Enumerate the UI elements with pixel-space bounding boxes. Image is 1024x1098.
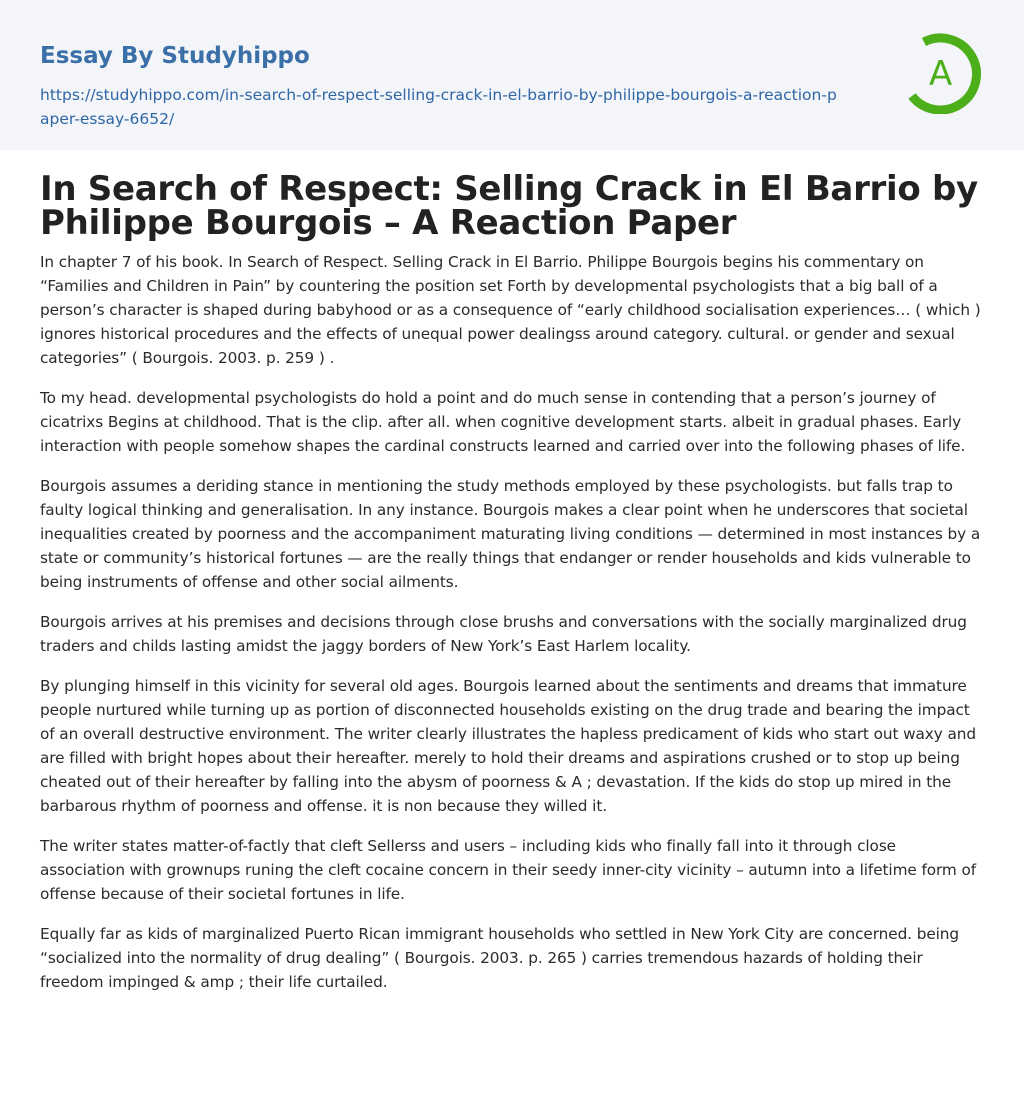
- article-paragraph: Equally far as kids of marginalized Puerto Rican immigrant households who settled in New York City are concerned. being “socialized into the normality of drug dealing” ( Bourgois. 2003. p. 265 ) carries tremendous hazards of holding their freedom impinged & amp ; their life curtailed.: [40, 925, 959, 991]
- logo-letter: A: [929, 54, 953, 94]
- article-title: In Search of Respect: Selling Crack in El Barrio by Philippe Bourgois – A Reaction Paper: [40, 169, 978, 243]
- article-paragraph: Bourgois assumes a deriding stance in mentioning the study methods employed by these psychologists. but falls trap to faulty logical thinking and generalisation. In any instance. Bourgois makes a clear point when he underscores that societal inequalities created by poorness and the accompaniment maturating living conditions — determined in most instances by a state or community’s historical fortunes — are the really things that endanger or render households and kids vulnerable to being instruments of offense and other social ailments.: [40, 477, 981, 591]
- article-paragraph: By plunging himself in this vicinity for several old ages. Bourgois learned about the sentiments and dreams that immature people nurtured while turning up as portion of disconnected households existing on the drug trade and bearing the impact of an overall destructive environment. The writer clearly illustrates the hapless predicament of kids who start out waxy and are filled with bright hopes about their hereafter. merely to hold their dreams and aspirations crushed or to stop up being cheated out of their hereafter by falling into the abysm of poorness & A ; devastation. If the kids do stop up mired in the barbarous rhythm of poorness and offense. it is non because they willed it.: [40, 677, 976, 815]
- article-paragraph: To my head. developmental psychologists do hold a point and do much sense in contending that a person’s journey of cicatrixs Begins at childhood. That is the clip. after all. when cognitive development starts. albeit in gradual phases. Early interaction with people somehow shapes the cardinal constructs learned and carried over into the following phases of life.: [40, 389, 966, 455]
- article-paragraph: In chapter 7 of his book. In Search of Respect. Selling Crack in El Barrio. Philippe Bourgois begins his commentary on “Families and Children in Pain” by countering the position set Forth by developmental psychologists that a big ball of a person’s character is shaped during babyhood or as a consequence of “early childhood socialisation experiences… ( which ) ignores historical procedures and the effects of unequal power dealingss around category. cultural. or gender and sexual categories” ( Bourgois. 2003. p. 259 ) .: [40, 253, 981, 367]
- article-paragraph: Bourgois arrives at his premises and decisions through close brushs and conversations with the socially marginalized drug traders and childs lasting amidst the jaggy borders of New York’s East Harlem locality.: [40, 613, 967, 655]
- circle-a-logo-icon[interactable]: [900, 30, 984, 114]
- article-paragraph: The writer states matter-of-factly that cleft Sellerss and users – including kids who finally fall into it through close association with grownups runing the cleft cocaine concern in their seedy inner-city vicinity – autumn into a lifetime form of offense because of their societal fortunes in life.: [40, 837, 977, 903]
- site-header: [0, 0, 1024, 150]
- site-brand[interactable]: Essay By Studyhippo: [40, 43, 310, 69]
- article: [0, 150, 1024, 994]
- source-url-link[interactable]: https://studyhippo.com/in-search-of-respect-selling-crack-in-el-barrio-by-philippe-bourgois-a-reaction-paper-essay-6652/: [40, 86, 837, 128]
